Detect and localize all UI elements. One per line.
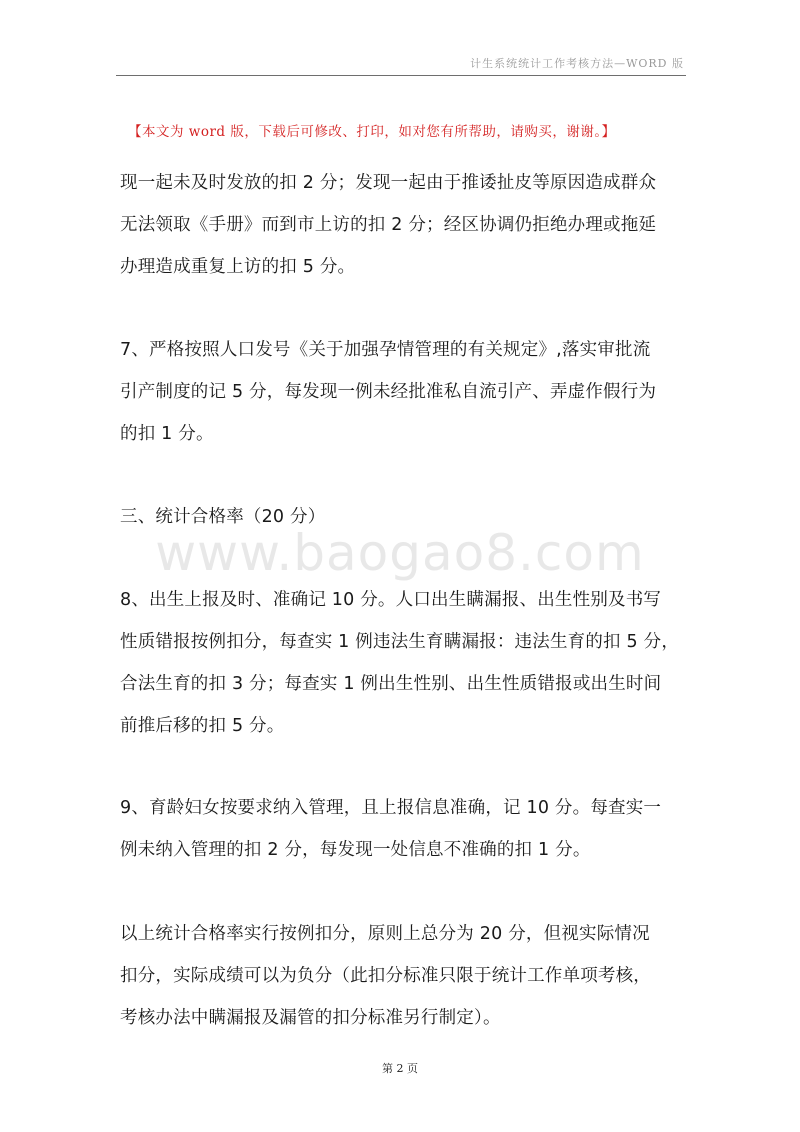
paragraph-item-9 [120, 787, 685, 871]
text-line: 引产制度的记 5 分，每发现一例未经批准私自流引产、弄虚作假行为 [120, 382, 657, 402]
text-line: 合法生育的扣 3 分；每查实 1 例出生性别、出生性质错报或出生时间 [120, 674, 662, 694]
text-line: 无法领取《手册》而到市上访的扣 2 分；经区协调仍拒绝办理或拖延 [120, 215, 657, 235]
paragraph-item-7 [120, 329, 685, 455]
paragraph-summary [120, 913, 685, 1039]
text-line: 办理造成重复上访的扣 5 分。 [120, 257, 356, 277]
text-line: 8、出生上报及时、准确记 10 分。人口出生瞒漏报、出生性别及书写 [120, 590, 662, 610]
paragraph-item-8 [120, 579, 685, 747]
text-line: 以上统计合格率实行按例扣分，原则上总分为 20 分，但视实际情况 [120, 924, 650, 944]
text-line: 扣分，实际成绩可以为负分（此扣分标准只限于统计工作单项考核， [120, 966, 651, 986]
text-line: 考核办法中瞒漏报及漏管的扣分标准另行制定）。 [120, 1008, 501, 1028]
text-line: 9、育龄妇女按要求纳入管理，且上报信息准确，记 10 分。每查实一 [120, 798, 662, 818]
paragraph-continued-section [120, 162, 685, 288]
section-heading-statistics-pass-rate [120, 496, 685, 538]
text-line: 前推后移的扣 5 分。 [120, 716, 285, 736]
page-header-title: 计生系统统计工作考核方法—WORD 版 [470, 57, 684, 70]
section-heading-text: 三、统计合格率（20 分） [120, 507, 326, 527]
purchase-notice: 【本文为 word 版，下载后可修改、打印，如对您有所帮助，请购买，谢谢。】 [128, 124, 616, 140]
header-divider [116, 75, 686, 76]
text-line: 性质错报按例扣分，每查实 1 例违法生育瞒漏报：违法生育的扣 5 分， [120, 632, 680, 652]
text-line: 的扣 1 分。 [120, 424, 214, 444]
watermark: www.baogao8.com [155, 524, 645, 582]
text-line: 例未纳入管理的扣 2 分，每发现一处信息不准确的扣 1 分。 [120, 840, 591, 860]
page-number: 第 2 页 [382, 1062, 418, 1075]
text-line: 现一起未及时发放的扣 2 分；发现一起由于推诿扯皮等原因造成群众 [120, 173, 657, 193]
text-line: 7、严格按照人口发号《关于加强孕情管理的有关规定》,落实审批流 [120, 340, 651, 360]
